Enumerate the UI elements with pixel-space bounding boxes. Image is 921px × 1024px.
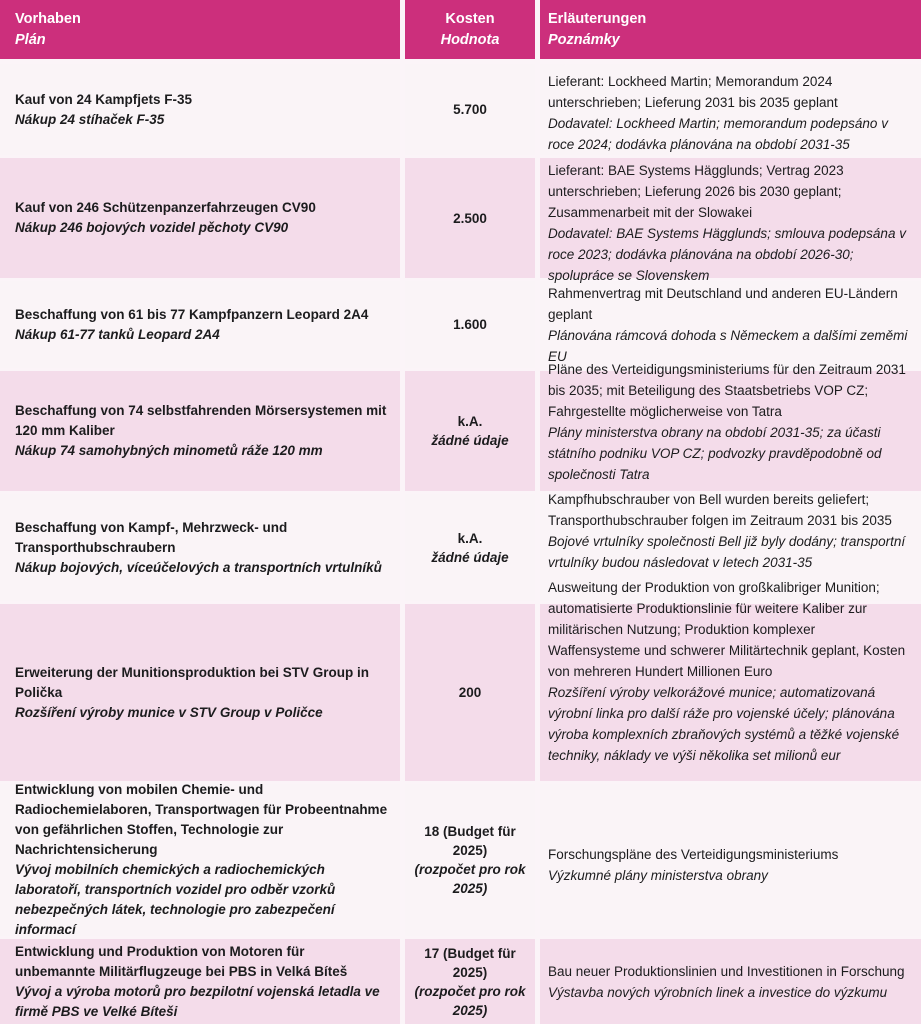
notes-cell bbox=[540, 64, 921, 155]
header-cell-notes bbox=[540, 0, 921, 59]
cost-cell bbox=[405, 939, 535, 1024]
plan-cell bbox=[0, 494, 400, 601]
notes-de: Lieferant: BAE Systems Hägglunds; Vertrag 2023 unterschrieben; Lieferung 2026 bis 2030 geplant; Zusammenarbeit mit der Slowakei bbox=[548, 163, 844, 220]
header-cell-cost bbox=[405, 0, 535, 59]
plan-cz: Vývoj a výroba motorů pro bezpilotní vojenská letadla ve firmě PBS ve Velké Bíteši bbox=[15, 983, 380, 1019]
notes-cz: Rozšíření výroby velkorážové munice; automatizovaná výrobní linka pro další ráže pro vojenské účely; plánována výroba komplexních zbraňových systémů a těžké vojenské techniky, náklady ve výši několika set milionů eur bbox=[548, 685, 900, 763]
plan-cell bbox=[0, 939, 400, 1024]
plan-cell bbox=[0, 784, 400, 936]
plan-cz: Vývoj mobilních chemických a radiochemických laboratoří, transportních vozidel pro odběr vzorků nebezpečných látek, technologie pro zabezpečení informací bbox=[15, 862, 336, 937]
plan-de: Entwicklung von mobilen Chemie- und Radiochemielaboren, Transportwagen für Probeentnahme von gefährlichen Stoffen, Technologie zur Nachrichtensicherung bbox=[15, 782, 388, 857]
plan-cell bbox=[0, 64, 400, 155]
notes-cell bbox=[540, 939, 921, 1024]
plan-de: Kauf von 246 Schützenpanzerfahrzeugen CV90 bbox=[15, 200, 316, 215]
notes-de: Pläne des Verteidigungsministeriums für den Zeitraum 2031 bis 2035; mit Beteiligung des Staatsbetriebs VOP CZ; Fahrgestellte möglicherweise von Tatra bbox=[548, 362, 906, 419]
plan-cell bbox=[0, 281, 400, 368]
plan-cz: Nákup 246 bojových vozidel pěchoty CV90 bbox=[15, 220, 289, 235]
cost-cell bbox=[405, 158, 535, 278]
cost-de: 18 (Budget für 2025) bbox=[424, 824, 516, 858]
cost-de: 2.500 bbox=[453, 210, 487, 226]
cost-de: 1.600 bbox=[453, 317, 487, 332]
cost-cell bbox=[405, 494, 535, 601]
cost-de: 5.700 bbox=[453, 102, 487, 117]
notes-cell bbox=[540, 580, 921, 781]
cost-de: 200 bbox=[458, 685, 482, 700]
notes-cz: Dodavatel: Lockheed Martin; memorandum podepsáno v roce 2024; dodávka plánována na období 2031-35 bbox=[548, 115, 888, 152]
cost-cell bbox=[405, 281, 535, 368]
plan-cz: Nákup 61-77 tanků Leopard 2A4 bbox=[15, 326, 220, 342]
table-row-moerser bbox=[0, 362, 921, 491]
notes-cz: Plány ministerstva obrany na období 2031-35; za účasti státního podniku VOP CZ; podvozky pravděpodobně od společnosti Tatra bbox=[548, 425, 882, 482]
header-plan-de: Vorhaben bbox=[15, 10, 81, 27]
header-notes-cz: Poznámky bbox=[548, 31, 620, 48]
notes-de: Forschungspläne des Verteidigungsministeriums bbox=[548, 847, 839, 862]
notes-cz: Výzkumné plány ministerstva obrany bbox=[548, 868, 768, 883]
notes-de: Bau neuer Produktionslinien und Investitionen in Forschung bbox=[548, 963, 905, 979]
cost-cz: (rozpočet pro rok 2025) bbox=[414, 983, 526, 1018]
table-row-pbs-motoren bbox=[0, 939, 921, 1024]
notes-de: Lieferant: Lockheed Martin; Memorandum 2024 unterschrieben; Lieferung 2031 bis 2035 geplant bbox=[548, 73, 838, 110]
plan-cell bbox=[0, 371, 400, 491]
notes-cz: Výstavba nových výrobních linek a investice do výzkumu bbox=[548, 984, 888, 1000]
cost-de: 17 (Budget für 2025) bbox=[424, 945, 516, 980]
plan-cz: Nákup 74 samohybných minometů ráže 120 mm bbox=[15, 443, 323, 458]
cost-cz: (rozpočet pro rok 2025) bbox=[414, 862, 526, 896]
cost-cell bbox=[405, 604, 535, 781]
header-cost-de: Kosten bbox=[445, 10, 495, 27]
notes-cell bbox=[540, 362, 921, 491]
table-row-stv-munition bbox=[0, 580, 921, 781]
plan-de: Beschaffung von 61 bis 77 Kampfpanzern Leopard 2A4 bbox=[15, 306, 369, 322]
plan-de: Erweiterung der Munitionsproduktion bei STV Group in Polička bbox=[15, 664, 369, 700]
plan-de: Kauf von 24 Kampfjets F-35 bbox=[15, 91, 193, 107]
header-cell-plan bbox=[0, 0, 400, 59]
header-cost-cz: Hodnota bbox=[440, 31, 500, 48]
notes-cz: Bojové vrtulníky společnosti Bell již byly dodány; transportní vrtulníky budou následovat v letech 2031-35 bbox=[548, 533, 906, 570]
cost-cz: žádné údaje bbox=[431, 549, 509, 565]
plan-de: Beschaffung von 74 selbstfahrenden Mörsersystemen mit 120 mm Kaliber bbox=[15, 403, 387, 438]
table-header-row bbox=[0, 0, 921, 59]
header-plan-cz: Plán bbox=[15, 31, 46, 48]
plan-de: Entwicklung und Produktion von Motoren für unbemannte Militärflugzeuge bei PBS in Velká Bíteš bbox=[15, 943, 348, 979]
plan-cz: Rozšíření výroby munice v STV Group v Poličce bbox=[15, 704, 323, 720]
cost-cell bbox=[405, 371, 535, 491]
cost-de: k.A. bbox=[457, 530, 483, 546]
cost-cell bbox=[405, 64, 535, 155]
table-row-leopard bbox=[0, 281, 921, 368]
notes-de: Kampfhubschrauber von Bell wurden bereits geliefert; Transporthubschrauber folgen im Zeitraum 2031 bis 2035 bbox=[548, 491, 892, 528]
plan-cz: Nákup 24 stíhaček F-35 bbox=[15, 111, 165, 127]
header-notes-de: Erläuterungen bbox=[548, 10, 647, 27]
notes-cell bbox=[540, 281, 921, 368]
plan-cell bbox=[0, 158, 400, 278]
plan-cz: Nákup bojových, víceúčelových a transportních vrtulníků bbox=[15, 559, 382, 575]
notes-cz: Plánována rámcová dohoda s Německem a dalšími zeměmi EU bbox=[548, 327, 908, 364]
plan-cell bbox=[0, 604, 400, 781]
plan-de: Beschaffung von Kampf-, Mehrzweck- und Transporthubschraubern bbox=[15, 519, 288, 555]
notes-de: Ausweitung der Produktion von großkalibriger Munition; automatisierte Produktionslinie für weitere Kaliber zur militärischen Nutzung; Produktion komplexer Waffensysteme und schwerer Militärtechnik geplant, Kosten von mehreren Hundert Millionen Euro bbox=[548, 580, 906, 679]
table-row-labore bbox=[0, 784, 921, 936]
notes-cz: Dodavatel: BAE Systems Hägglunds; smlouva podepsána v roce 2023; dodávka plánována na období 2026-30; spolupráce se Slovenskem bbox=[548, 226, 906, 283]
notes-cell bbox=[540, 784, 921, 936]
notes-de: Rahmenvertrag mit Deutschland und anderen EU-Ländern geplant bbox=[548, 285, 898, 322]
cost-de: k.A. bbox=[457, 414, 483, 429]
notes-cell bbox=[540, 158, 921, 283]
cost-cell bbox=[405, 784, 535, 936]
table-row-f35 bbox=[0, 64, 921, 155]
cost-cz: žádné údaje bbox=[431, 433, 509, 448]
table-row-cv90 bbox=[0, 158, 921, 283]
